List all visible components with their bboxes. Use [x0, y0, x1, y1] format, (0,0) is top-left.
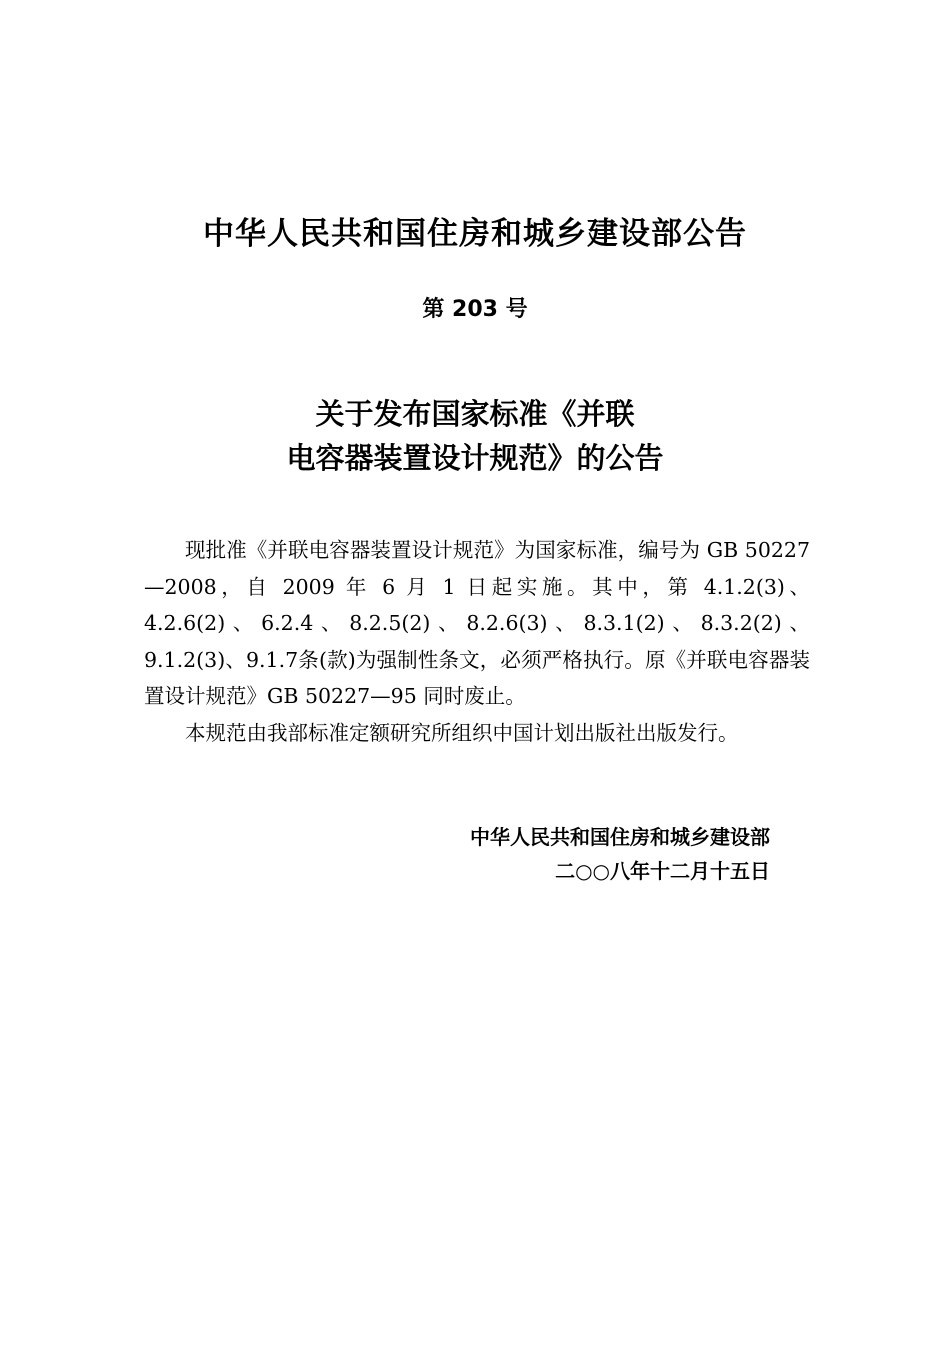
body-paragraph-1: 现批准《并联电容器装置设计规范》为国家标准，编号为 GB 50227—2008，自 2009 年 6 月 1 日起实施。其中，第 4.1.2(3)、4.2.6(2)、6.2.4、8.2.5(2)、8.2.6(3)、8.3.1(2)、8.3.2(2)、9.1.2(3)、9.1.7条(款)为强制性条文，必须严格执行。原《并联电容器装置设计规范》GB 50227—95 同时废止。	[144, 538, 810, 708]
notice-subject	[0, 392, 950, 480]
issuer-title: 中华人民共和国住房和城乡建设部公告	[203, 216, 747, 252]
signature-organization: 中华人民共和国住房和城乡建设部	[470, 825, 770, 849]
subject-line-2: 电容器装置设计规范》的公告	[286, 441, 664, 475]
body-paragraph-2: 本规范由我部标准定额研究所组织中国计划出版社出版发行。	[185, 720, 739, 745]
notice-body	[144, 532, 810, 751]
signature-date: 二○○八年十二月十五日	[555, 859, 770, 883]
subject-line-1: 关于发布国家标准《并联	[315, 397, 635, 431]
notice-number: 第 203 号	[422, 297, 528, 322]
